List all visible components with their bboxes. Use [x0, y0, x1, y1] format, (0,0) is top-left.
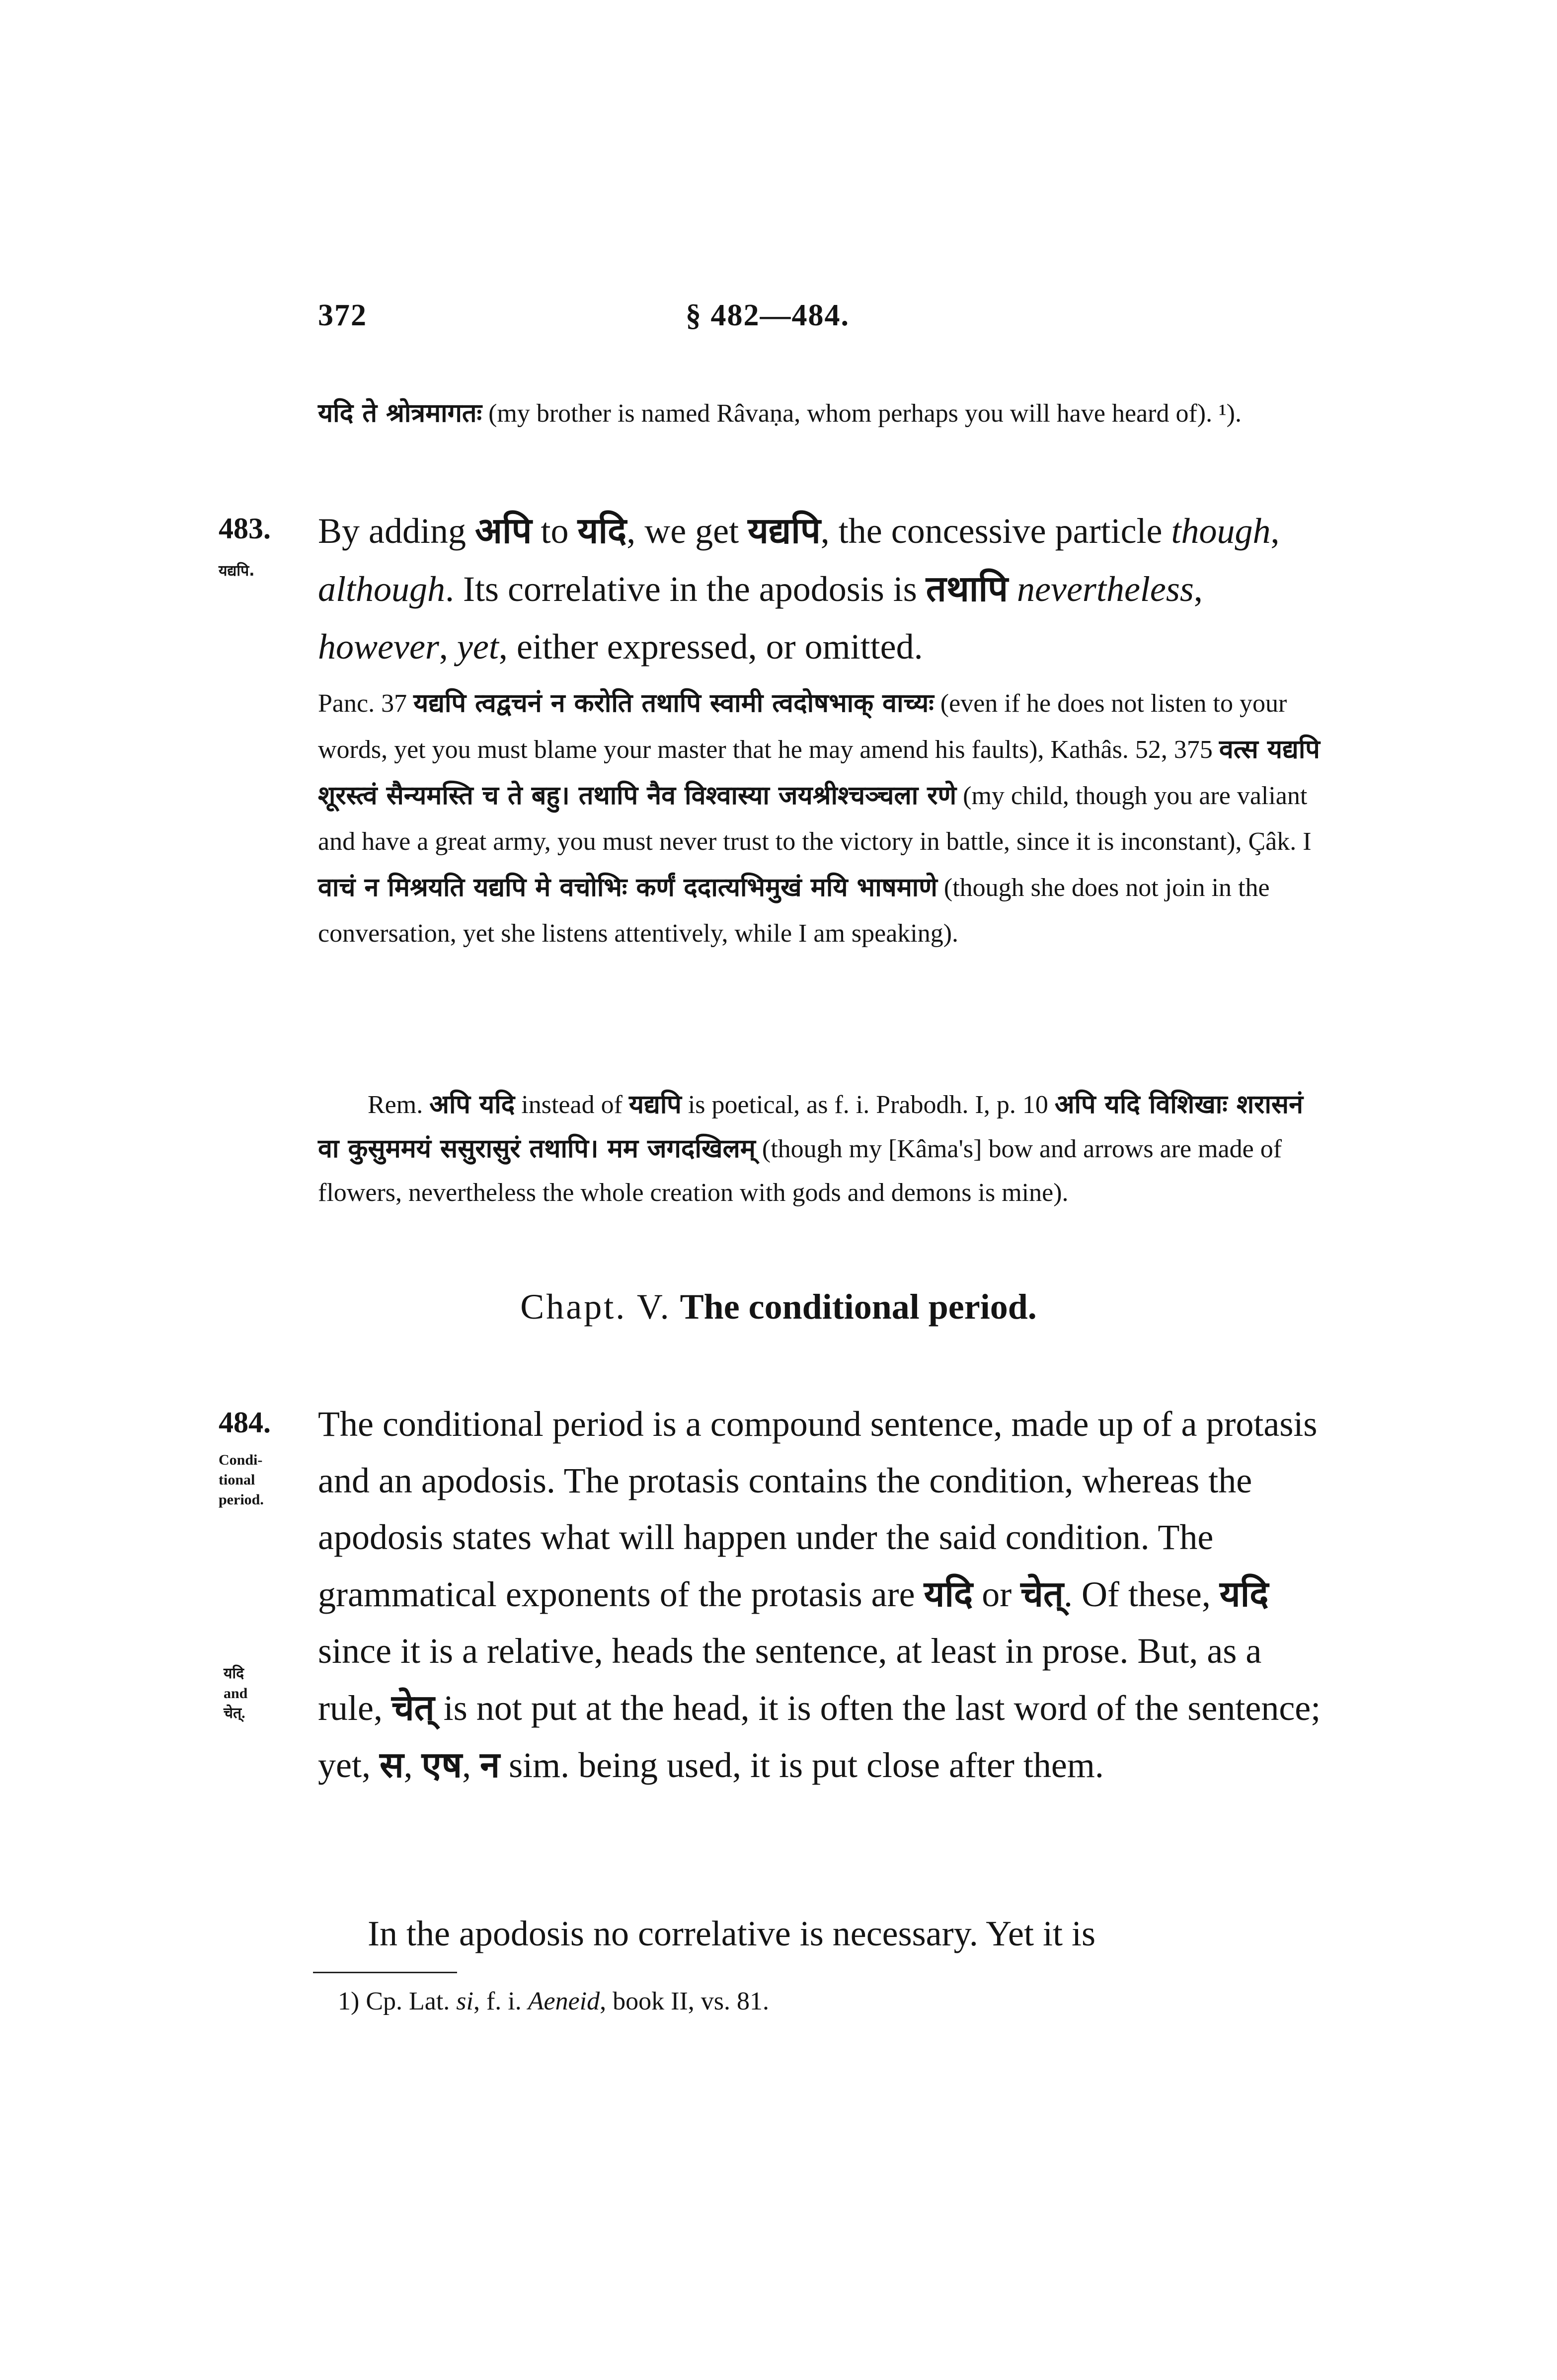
translation: (though she does not join in the conversation, yet she listens attentively, while I am speaking).: [318, 874, 1270, 948]
sanskrit-word: एष: [421, 1744, 463, 1785]
text: , either expressed, or omitted.: [498, 627, 923, 667]
sanskrit-example: वाचं न मिश्रयति यद्यपि मे वचोभिः कर्णं ददात्यभिमुखं मयि भाषमाणे: [318, 873, 937, 902]
section-range: § 482—484.: [686, 298, 850, 332]
sanskrit-word: यद्यपि: [748, 510, 821, 551]
translation: (though my [Kâma's] bow and arrows are made of flowers, nevertheless the whole creation with gods and demons is mine).: [318, 1135, 1282, 1207]
sanskrit-example: यद्यपि त्वद्वचनं न करोति तथापि स्वामी त्वदोषभाक् वाच्यः: [413, 688, 934, 718]
carryover-paragraph: [318, 387, 1331, 440]
sanskrit-word: तथापि: [926, 568, 1009, 609]
text: ,: [403, 1745, 422, 1785]
section-483-paragraph: [318, 502, 1331, 675]
text: instead of: [515, 1091, 629, 1119]
examples-483: [318, 680, 1331, 957]
section-484-paragraph-2: In the apodosis no correlative is necessary. Yet it is: [368, 1914, 1096, 1953]
sanskrit-example: अपि यदि विशिखाः शरासनं वा कुसुममयं ससुरासुरं तथापि। मम जगदखिलम्: [318, 1090, 1303, 1164]
text: is not put at the head, it is often the last word of the sentence; yet,: [318, 1688, 1321, 1785]
footnote-text: , book II, vs. 81.: [600, 1987, 769, 2015]
text: is poetical, as f. i. Prabodh. I, p. 10: [681, 1091, 1055, 1119]
chapter-heading: [0, 1286, 1557, 1328]
text: By adding: [318, 511, 475, 551]
reference: Panc. 37: [318, 689, 414, 718]
text: sim. being used, it is put close after them.: [500, 1745, 1104, 1785]
text: since it is a relative, heads the sentence, at least in prose. But, as a rule,: [318, 1631, 1262, 1728]
sanskrit-word: न: [480, 1744, 500, 1785]
chapter-label: Chapt. V.: [520, 1287, 671, 1327]
page-number: 372: [318, 298, 367, 332]
sanskrit-word: स: [379, 1744, 404, 1785]
text: ,: [462, 1745, 480, 1785]
sanskrit-word: यदि: [1219, 1573, 1269, 1615]
footnote: [338, 1987, 769, 2016]
chapter-title: The conditional period.: [680, 1287, 1037, 1327]
sanskrit-example: वत्स यद्यपि शूरस्त्वं सैन्यमस्ति च ते बहु। तथापि नैव विश्वास्या जयश्रीश्चञ्चला रणे: [318, 735, 1320, 811]
margin-note-yadi-cet: यदि and चेत्.: [224, 1665, 248, 1721]
sanskrit-word: यदि: [924, 1573, 973, 1615]
sanskrit-text: यदि ते श्रोत्रमागतः: [318, 398, 482, 428]
text: . Of these,: [1063, 1574, 1220, 1614]
footnote-text: 1) Cp. Lat.: [338, 1987, 457, 2015]
sanskrit-word: अपि: [474, 510, 532, 551]
sanskrit-word: यदि: [577, 510, 627, 551]
text: to: [532, 511, 578, 551]
remark-483: [318, 1083, 1331, 1215]
text: or: [973, 1574, 1021, 1614]
translation: (my child, though you are valiant and have a great army, you must never trust to the victory in battle, since it is inconstant), Çâk. I: [318, 782, 1312, 856]
margin-note-conditional-period: Condi- tional period.: [219, 1452, 264, 1508]
section-number-484: 484.: [219, 1406, 271, 1439]
italic-word: yet: [457, 627, 499, 667]
footnote-italic: Aeneid: [528, 1987, 600, 2015]
footnote-text: , f. i.: [473, 1987, 528, 2015]
translation: (even if he does not listen to your words, yet you must blame your master that he may amend his faults), Kathâs. 52, 375: [318, 689, 1287, 764]
text: ,: [1193, 569, 1203, 609]
sanskrit-word: चेत्: [1020, 1573, 1064, 1615]
text: The conditional period is a compound sentence, made up of a protasis and an apodosis. The protasis contains the condition, whereas the apodosis states what will happen under the said condition. The grammatical exponents of the protasis are: [318, 1404, 1318, 1614]
sanskrit-word: अपि यदि: [429, 1090, 515, 1119]
text: . Its correlative in the apodosis is: [445, 569, 926, 609]
italic-word: nevertheless: [1017, 569, 1194, 609]
section-484-paragraph: [318, 1396, 1331, 1793]
text: ,: [1270, 511, 1280, 551]
margin-note-yadyapi: यद्यपि.: [219, 562, 255, 580]
text: [1008, 569, 1017, 609]
translation-text: (my brother is named Râvaṇa, whom perhaps you will have heard of). ¹).: [482, 399, 1242, 428]
italic-word: though: [1171, 511, 1271, 551]
italic-word: although: [318, 569, 446, 609]
text: , the concessive particle: [820, 511, 1171, 551]
footnote-italic: si: [456, 1987, 473, 2015]
italic-word: however: [318, 627, 439, 667]
section-number-483: 483.: [219, 512, 271, 545]
remark-label: Rem.: [368, 1091, 430, 1119]
sanskrit-word: यद्यपि: [628, 1090, 682, 1119]
text: ,: [439, 627, 457, 667]
text: , we get: [626, 511, 748, 551]
footnote-rule: [313, 1972, 457, 1973]
sanskrit-word: चेत्: [391, 1687, 435, 1728]
